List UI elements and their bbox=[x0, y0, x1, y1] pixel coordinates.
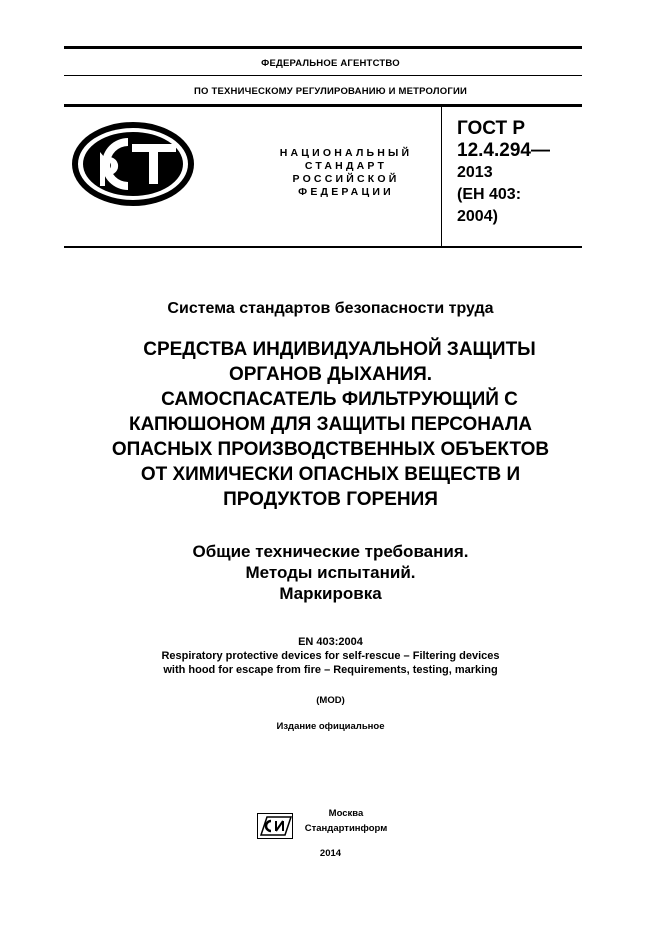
agency-line-2: ПО ТЕХНИЧЕСКОМУ РЕГУЛИРОВАНИЮ И МЕТРОЛОГИИ bbox=[194, 86, 467, 97]
main-title-line-3: САМОСПАСАТЕЛЬ ФИЛЬТРУЮЩИЙ С bbox=[161, 389, 518, 410]
publisher-block bbox=[296, 806, 396, 836]
designation-line-3: 2013 bbox=[457, 164, 493, 181]
subtitle-line-1: Общие технические требования. bbox=[192, 542, 469, 561]
main-title-line-7: ПРОДУКТОВ ГОРЕНИЯ bbox=[223, 489, 438, 510]
en-title-line-2: with hood for escape from fire – Requirements, testing, marking bbox=[163, 664, 498, 676]
series-title: Система стандартов безопасности труда bbox=[167, 300, 494, 317]
publisher-name: Стандартинформ bbox=[304, 823, 388, 834]
natstd-line-1: НАЦИОНАЛЬНЫЙ bbox=[279, 147, 413, 159]
standard-designation bbox=[457, 118, 550, 228]
main-title-line-6: ОТ ХИМИЧЕСКИ ОПАСНЫХ ВЕЩЕСТВ И bbox=[140, 464, 521, 485]
en-title-line-1: Respiratory protective devices for self-rescue – Filtering devices bbox=[161, 650, 500, 662]
agency-divider bbox=[64, 75, 582, 76]
mod-label: (MOD) bbox=[316, 695, 345, 706]
subtitle-line-2: Методы испытаний. bbox=[245, 563, 416, 582]
designation-line-4: (ЕН 403: bbox=[457, 186, 522, 203]
main-title-line-2: ОРГАНОВ ДЫХАНИЯ. bbox=[228, 364, 433, 385]
designation-separator bbox=[441, 106, 442, 246]
publisher-city: Москва bbox=[328, 808, 364, 819]
main-title-line-1: СРЕДСТВА ИНДИВИДУАЛЬНОЙ ЗАЩИТЫ bbox=[143, 339, 536, 360]
natstd-line-3: РОССИЙСКОЙ bbox=[292, 173, 400, 185]
main-title-line-4: КАПЮШОНОМ ДЛЯ ЗАЩИТЫ ПЕРСОНАЛА bbox=[128, 414, 532, 435]
designation-line-5: 2004) bbox=[457, 208, 498, 225]
main-title-line-5: ОПАСНЫХ ПРОИЗВОДСТВЕННЫХ ОБЪЕКТОВ bbox=[111, 439, 550, 460]
agency-line-1: ФЕДЕРАЛЬНОЕ АГЕНТСТВО bbox=[261, 58, 400, 69]
designation-rule bbox=[64, 246, 582, 248]
designation-line-1: ГОСТ Р bbox=[457, 118, 526, 139]
subtitle bbox=[0, 541, 661, 604]
rst-logo-icon bbox=[70, 120, 196, 208]
top-rule bbox=[64, 46, 582, 49]
header-rule bbox=[64, 104, 582, 107]
main-title bbox=[0, 337, 661, 512]
en-reference bbox=[0, 635, 661, 677]
designation-line-2: 12.4.294— bbox=[457, 140, 550, 161]
natstd-line-4: ФЕДЕРАЦИИ bbox=[298, 186, 394, 198]
standartinform-logo-icon bbox=[257, 813, 293, 839]
publication-year: 2014 bbox=[319, 848, 342, 859]
en-code: EN 403:2004 bbox=[298, 636, 363, 648]
national-standard-label bbox=[256, 147, 436, 199]
edition-label: Издание официальное bbox=[276, 721, 385, 732]
subtitle-line-3: Маркировка bbox=[279, 584, 382, 603]
natstd-line-2: СТАНДАРТ bbox=[304, 160, 388, 172]
